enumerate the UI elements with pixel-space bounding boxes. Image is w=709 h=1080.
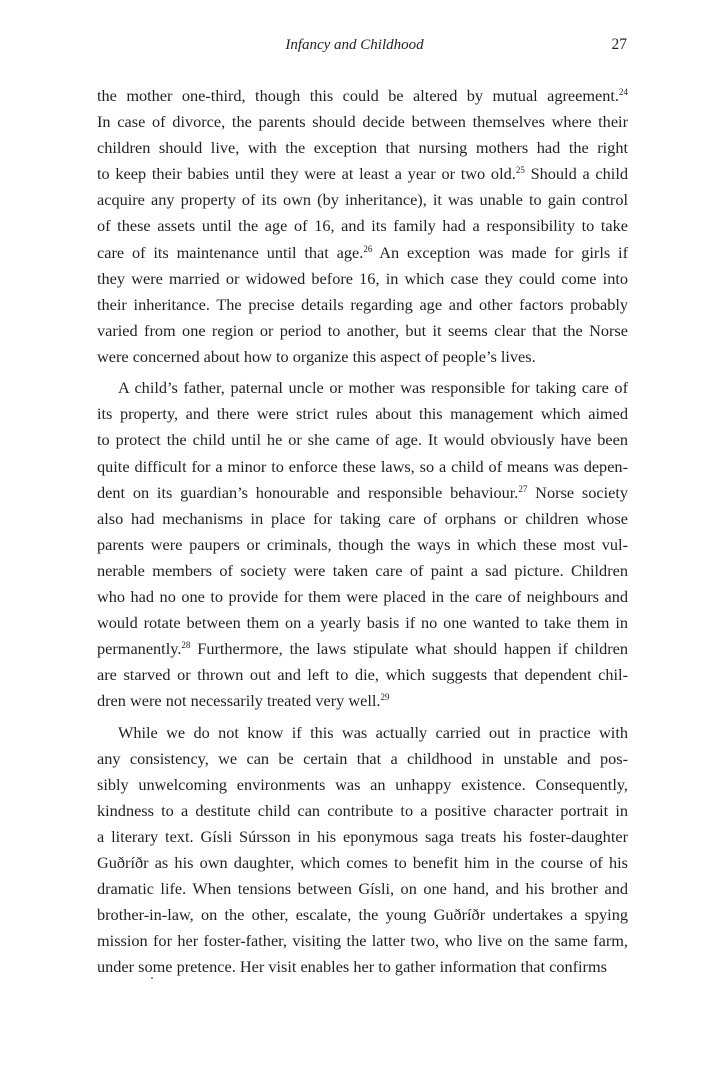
line-text: mission for her foster-father, visiting the latter two, who live on the same farm, — [97, 931, 628, 951]
text-line — [97, 83, 628, 109]
line-text: also had mechanisms in place for taking care of orphans or children whose — [97, 508, 628, 528]
footnote-ref: 26 — [363, 243, 373, 254]
text-line — [97, 928, 628, 954]
paragraph — [97, 720, 628, 981]
text-line — [97, 902, 628, 928]
text-line — [97, 375, 628, 401]
line-text: were concerned about how to organize this aspect of people’s lives. — [97, 346, 536, 366]
text-line — [97, 161, 628, 187]
line-text: kindness to a destitute child can contribute to a positive character portrait in — [97, 800, 628, 820]
text-line — [97, 213, 628, 239]
line-text: parents were paupers or criminals, though the ways in which these most vul- — [97, 534, 628, 554]
page-number: 27 — [611, 36, 627, 53]
text-line — [97, 480, 628, 506]
text-line — [97, 401, 628, 427]
line-text-continued: Norse society — [527, 482, 628, 502]
line-text: under some pretence. Her visit enables her to gather information that confirms — [97, 957, 607, 977]
line-text: they were married or widowed before 16, in which case they could come into — [97, 268, 628, 288]
line-text: A child’s father, paternal uncle or mother was responsible for taking care of — [118, 378, 628, 398]
text-line — [97, 850, 628, 876]
text-line — [97, 584, 628, 610]
body-text — [97, 83, 628, 981]
text-line — [97, 636, 628, 662]
text-line — [97, 876, 628, 902]
text-line — [97, 427, 628, 453]
text-line — [97, 688, 628, 714]
line-text: dramatic life. When tensions between Gísli, on one hand, and his brother and — [97, 879, 628, 899]
text-line — [97, 610, 628, 636]
line-text: are starved or thrown out and left to die, which suggests that dependent chil- — [97, 665, 628, 685]
text-line — [97, 662, 628, 688]
line-text: sibly unwelcoming environments was an unhappy existence. Consequently, — [97, 774, 628, 794]
line-text: would rotate between them on a yearly basis if no one wanted to take them in — [97, 613, 628, 633]
scan-speck — [151, 977, 153, 979]
line-text: its property, and there were strict rules about this management which aimed — [97, 404, 628, 424]
text-line — [97, 318, 628, 344]
line-text: dent on its guardian’s honourable and responsible behaviour. — [97, 482, 519, 502]
line-text: a literary text. Gísli Súrsson in his eponymous saga treats his foster-daughter — [97, 827, 628, 846]
text-line — [97, 187, 628, 213]
line-text-continued: An exception was made for girls if — [372, 242, 628, 262]
line-text: brother-in-law, on the other, escalate, the young Guðríðr undertakes a spying — [97, 905, 628, 925]
text-line — [97, 720, 628, 746]
line-text: dren were not necessarily treated very well. — [97, 691, 381, 711]
running-title: Infancy and Childhood — [285, 37, 424, 53]
footnote-ref: 25 — [515, 165, 525, 176]
text-line — [97, 506, 628, 532]
line-text: their inheritance. The precise details regarding age and other factors probably — [97, 294, 628, 314]
line-text: any consistency, we can be certain that a childhood in unstable and pos- — [97, 748, 628, 768]
line-text: children should live, with the exception that nursing mothers had the right — [97, 138, 628, 158]
footnote-ref: 24 — [619, 87, 628, 98]
line-text-continued: Furthermore, the laws stipulate what should happen if children — [190, 639, 628, 659]
line-text: Guðríðr as his own daughter, which comes to benefit him in the course of his — [97, 853, 628, 873]
text-line — [97, 824, 628, 850]
paragraph — [97, 83, 628, 370]
line-text: to keep their babies until they were at least a year or two old. — [97, 164, 516, 184]
footnote-ref: 29 — [380, 692, 390, 703]
line-text: varied from one region or period to another, but it seems clear that the Norse — [97, 320, 628, 340]
paragraph — [97, 375, 628, 714]
text-line — [97, 344, 628, 370]
line-text: of these assets until the age of 16, and its family had a responsibility to take — [97, 216, 628, 236]
footnote-ref: 27 — [518, 483, 528, 494]
text-line — [97, 240, 628, 266]
line-text-continued: Should a child — [524, 164, 628, 184]
text-line — [97, 954, 628, 980]
line-text: quite difficult for a minor to enforce these laws, so a child of means was depen- — [97, 456, 628, 476]
text-line — [97, 746, 628, 772]
text-line — [97, 532, 628, 558]
line-text: In case of divorce, the parents should decide between themselves where their — [97, 112, 628, 132]
text-line — [97, 135, 628, 161]
text-line — [97, 772, 628, 798]
line-text: permanently. — [97, 639, 182, 659]
footnote-ref: 28 — [181, 640, 191, 651]
line-text: who had no one to provide for them were placed in the care of neighbours and — [97, 586, 628, 606]
line-text: nerable members of society were taken care of paint a sad picture. Children — [97, 560, 628, 580]
text-line — [97, 109, 628, 135]
line-text: acquire any property of its own (by inheritance), it was unable to gain control — [97, 190, 628, 210]
line-text: While we do not know if this was actually carried out in practice with — [118, 722, 628, 742]
running-head — [0, 34, 709, 56]
text-line — [97, 798, 628, 824]
text-line — [97, 558, 628, 584]
line-text: to protect the child until he or she came of age. It would obviously have been — [97, 430, 628, 450]
text-line — [97, 266, 628, 292]
text-line — [97, 454, 628, 480]
text-line — [97, 292, 628, 318]
line-text: the mother one-third, though this could be altered by mutual agreement. — [97, 86, 619, 105]
line-text: care of its maintenance until that age. — [97, 242, 364, 262]
